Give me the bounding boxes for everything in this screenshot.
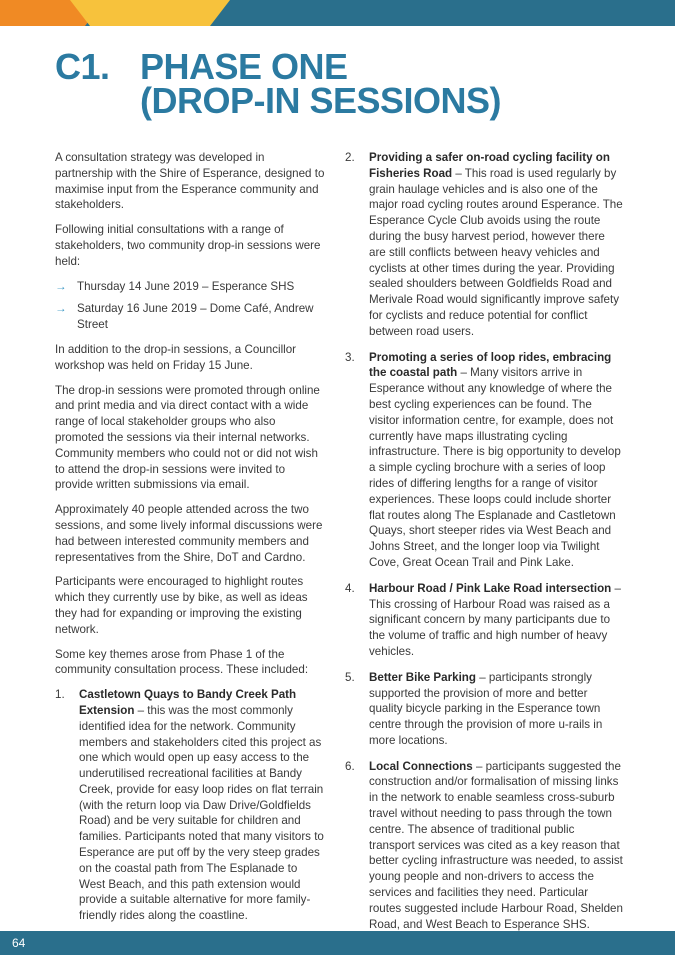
theme-list-continued (345, 150, 623, 932)
intro-paragraph: A consultation strategy was developed in partnership with the Shire of Esperance, designed to maximise input from the Esperance community and stakeholders. (55, 151, 325, 212)
theme-title: Promoting a series of loop rides, embracing the coastal path (369, 350, 612, 380)
arrow-right-icon: → (55, 302, 67, 316)
page-number: 64 (12, 936, 26, 950)
session-list (55, 279, 325, 333)
yellow-stripe (70, 0, 230, 26)
attendance-paragraph: Approximately 40 people attended across the two sessions, and some lively informal discussions were had between interested community members and representatives from the Shire, DoT and Cardno. (55, 503, 323, 564)
theme-item: 1. Castletown Quays to Bandy Creek Path Extension – this was the most commonly identified idea for the network. Community members and stakeholders cited this project as one which would open up easy access to the underutilised recreational facilities at Bandy Creek, provide for easy loop rides on flat terrain (with the return loop via Daw Drive/Goldfields Road) and be very suitable for children and families. Participants noted that many visitors to Esperance are put off by the very steep grades on the coastal path from The Esplanade to West Beach, and this path extension would provide a suitable alternative for more family-friendly rides along the coastline. (55, 688, 324, 923)
footer-band (0, 931, 675, 955)
theme-title: Castletown Quays to Bandy Creek Path Extension (79, 688, 297, 717)
theme-item: 4. Harbour Road / Pink Lake Road intersection – This crossing of Harbour Road was raised as a significant concern by many participants due to the volume of traffic and high number of heavy vehicles. (345, 581, 621, 658)
title-line-2: (DROP-IN SESSIONS) (140, 80, 502, 121)
theme-title: Harbour Road / Pink Lake Road intersection (369, 581, 612, 595)
themes-intro: Some key themes arose from Phase 1 of the community consultation process. These included: (55, 647, 309, 677)
participants-paragraph: Participants were encouraged to highlight routes which they currently use by bike, as well as ideas they had for expanding or improving the existing network. (55, 575, 308, 636)
page-title (55, 46, 502, 121)
title-line-1: PHASE ONE (140, 46, 348, 87)
theme-item: 5. Better Bike Parking – participants strongly supported the provision of more and better quality bicycle parking in the Esperance town centre through the provision of more u-rails in more locations. (345, 670, 603, 747)
list-item: → Saturday 16 June 2019 – Dome Café, Andrew Street (55, 302, 314, 332)
section-number: C1. (55, 46, 110, 87)
theme-item: 3. Promoting a series of loop rides, embracing the coastal path – Many visitors arrive in Esperance without any knowledge of where the best cycling experiences can be found. The visitor information centre, for example, does not currently have maps illustrating cycling infrastructure. There is big opportunity to develop a simple cycling brochure with a series of loop rides of differing lengths for a range of visitor experiences. These loops could include shorter flat routes along The Esplanade and Castletown Quays, short steeper rides via West Beach and Johns Street, and the longer loop via Twilight Cove, Great Ocean Trail and Pink Lake. (345, 350, 621, 569)
theme-item: 6. Local Connections – participants suggested the construction and/or formalisation of missing links in the network to enable seamless cross-suburb travel without needing to pass through the town centre. The absence of traditional public transport services was cited as a key reason that better cycling infrastructure was needed, to assist young people and non-drivers to access the services and facilities they need. Particular routes suggested include Harbour Road, Shelden Road, and West Beach to Esperance SHS. (345, 759, 623, 931)
arrow-right-icon: → (55, 279, 67, 293)
theme-item: 2. Providing a safer on-road cycling facility on Fisheries Road – This road is used regularly by grain haulage vehicles and is also one of the major road cycling routes around Esperance. The Esperance Cycle Club avoids using the route during the busy harvest period, however there are still conflicts between heavy vehicles and cyclists at other times during the year. Providing sealed shoulders between Goldfields Road and Merivale Road would significantly improve safety for cyclists and reduce potential for conflict between road users. (345, 151, 623, 338)
theme-list (55, 687, 325, 924)
promotion-paragraph: The drop-in sessions were promoted through online and print media and via direct contact with a wide range of local stakeholder groups who also promoted the sessions via their internal networks. Community members who could not or did not wish to attend the drop-in sessions were invited to provide written submissions via email. (55, 383, 320, 492)
workshop-paragraph: In addition to the drop-in sessions, a Councillor workshop was held on Friday 15 June. (55, 342, 297, 372)
theme-title: Better Bike Parking (369, 670, 476, 684)
list-item: → Thursday 14 June 2019 – Esperance SHS (55, 279, 295, 293)
theme-title: Providing a safer on-road cycling facility on Fisheries Road (369, 151, 610, 180)
sessions-intro: Following initial consultations with a range of stakeholders, two community drop-in sessions were held: (55, 223, 321, 268)
theme-title: Local Connections (369, 759, 473, 773)
left-column (55, 150, 325, 934)
right-column (345, 150, 623, 942)
